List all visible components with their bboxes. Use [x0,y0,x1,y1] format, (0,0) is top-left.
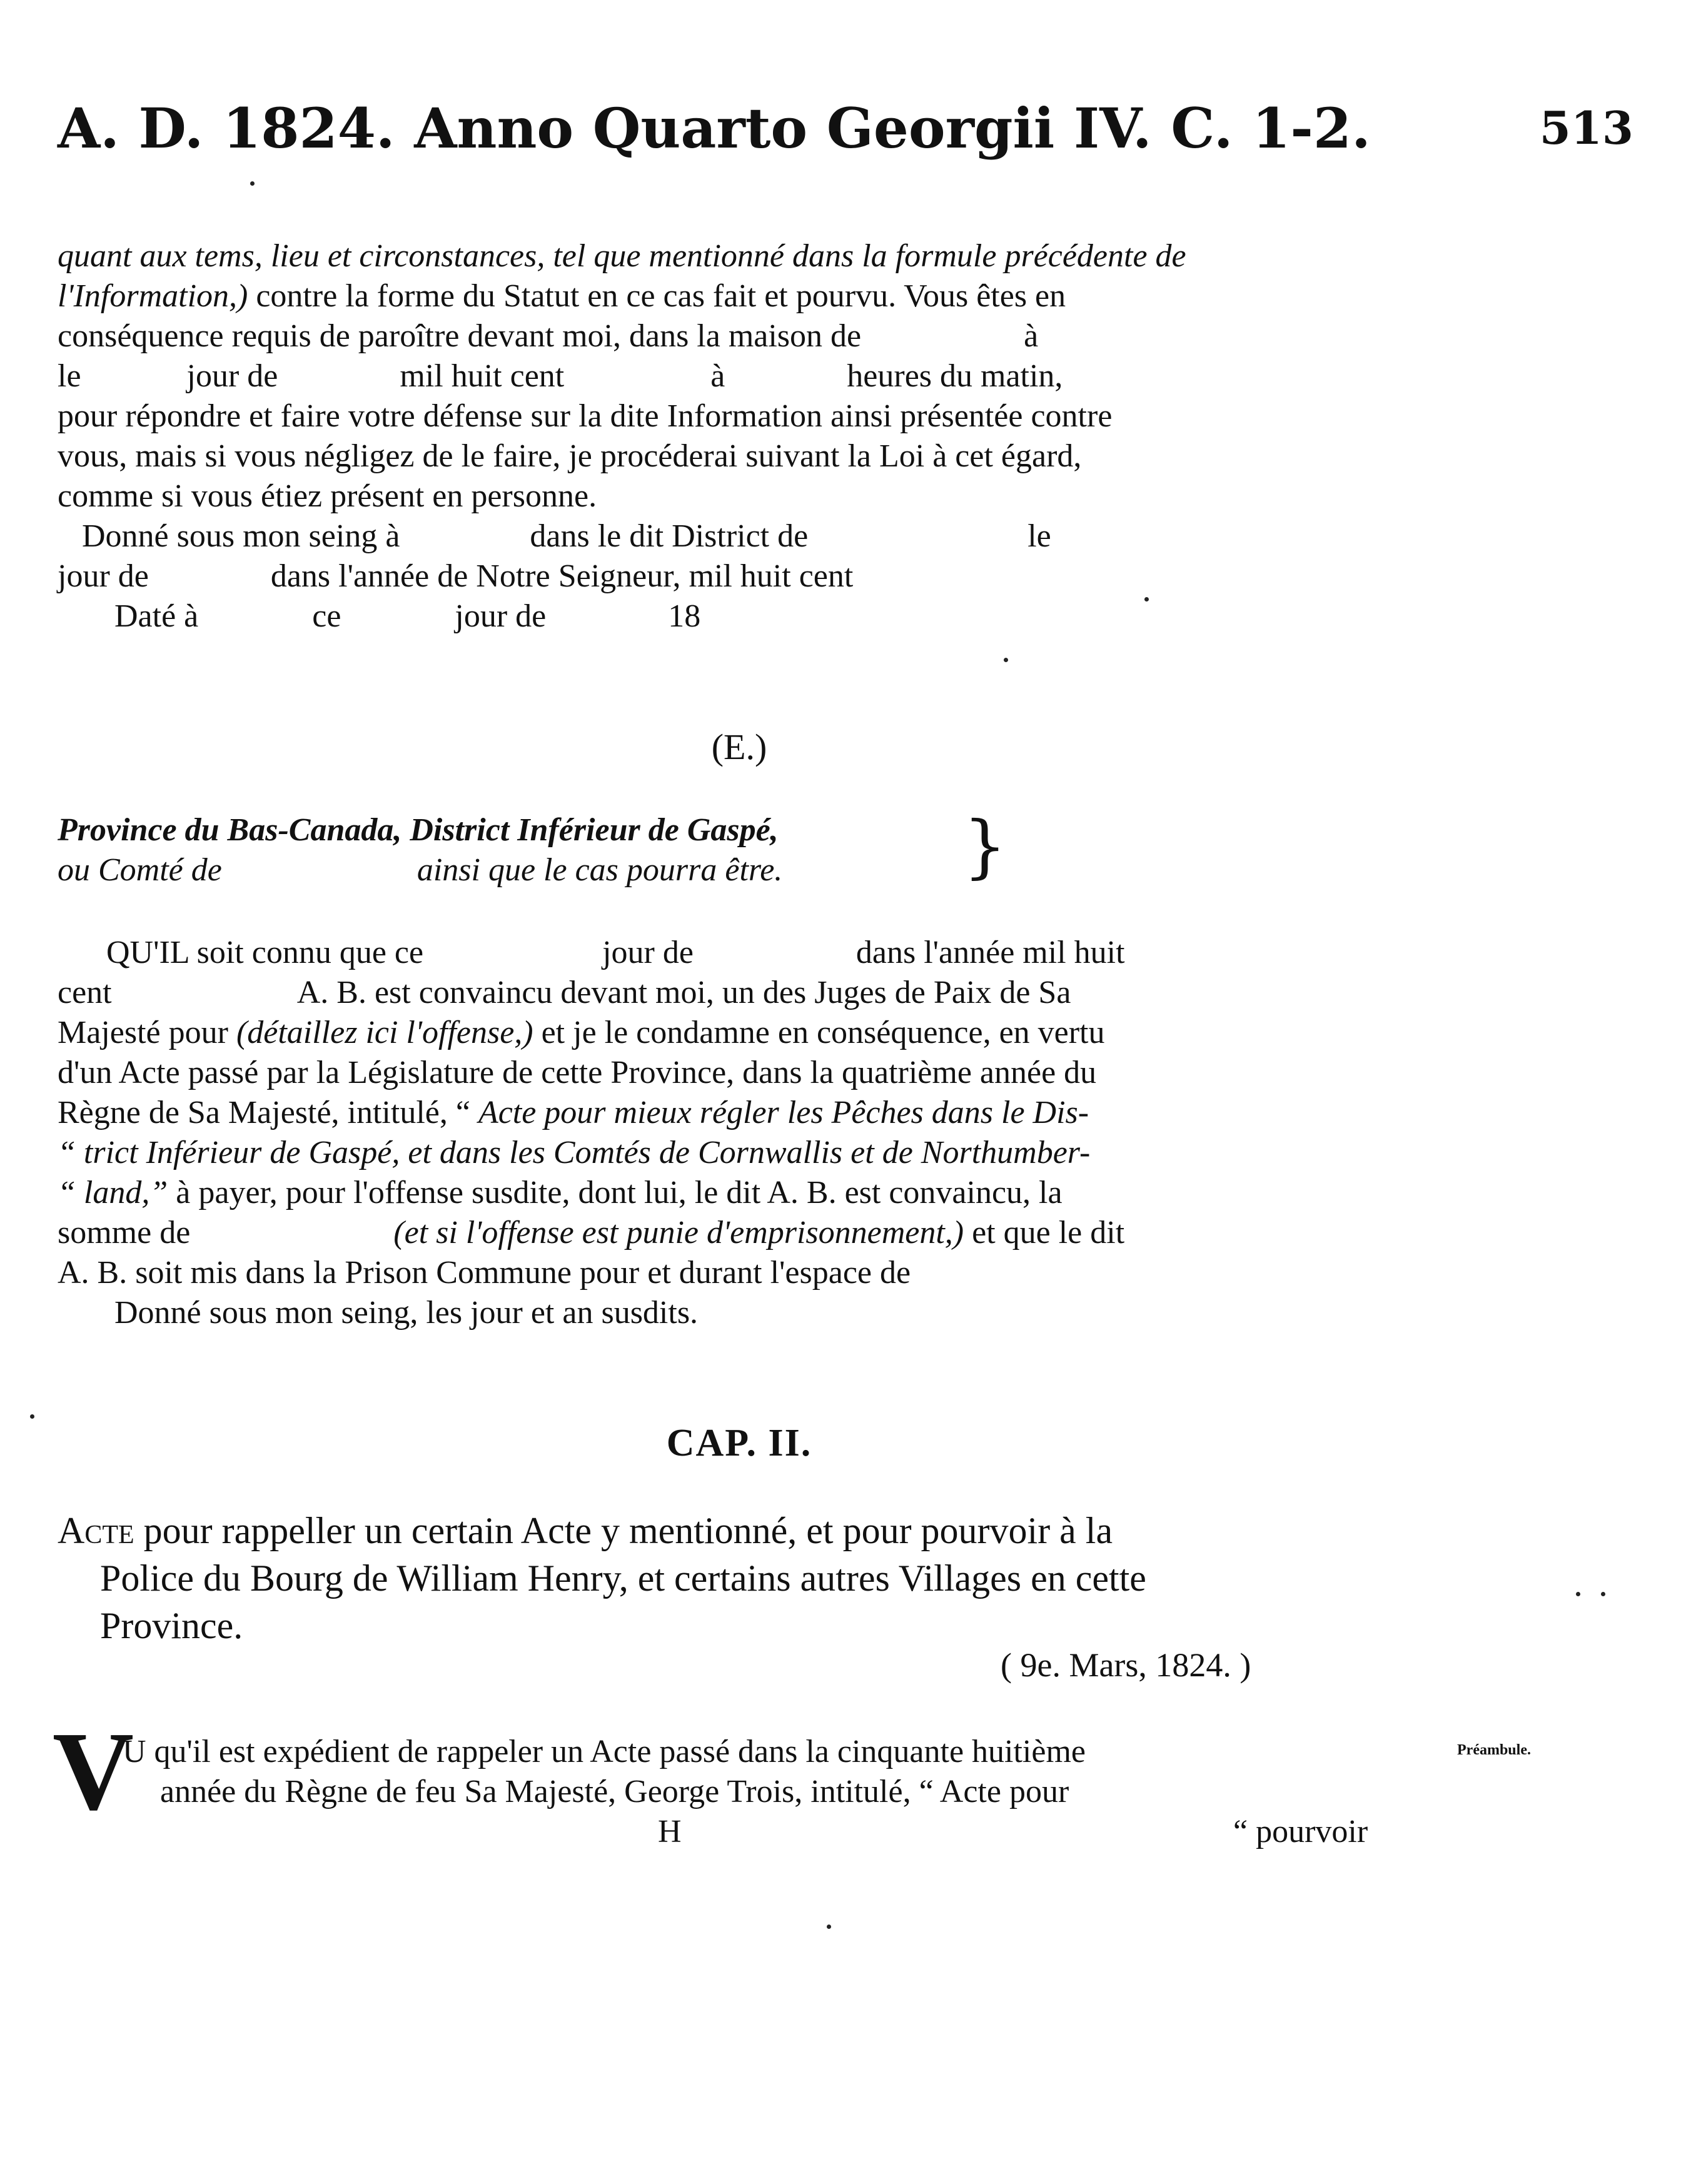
catchword: “ pourvoir [1233,1814,1368,1849]
section-label: (E.) [711,727,767,767]
text-span: Acte pour mieux régler les Pêches dans le Dis- [478,1095,1089,1130]
text-line [58,276,1458,316]
running-header [58,94,1633,163]
print-speck [827,1925,831,1929]
text-span: à payer, pour l'offense susdite, dont lui, le dit A. B. est convaincu, la [168,1175,1063,1210]
text-line: jour de dans l'année de Notre Seigneur, mil huit cent [58,558,854,594]
text-line: année du Règne de feu Sa Majesté, George Trois, intitulé, “ Acte pour [160,1774,1069,1809]
print-speck [30,1414,34,1419]
text-span: Majesté pour [58,1015,236,1050]
text-line [58,1093,1458,1133]
text-line: Donné sous mon seing, les jour et an susdits. [58,1295,699,1331]
act-title-line [58,1507,1113,1554]
print-speck [1144,597,1149,601]
chapter-heading: CAP. II. [666,1422,812,1464]
print-speck [1601,1592,1605,1596]
drop-cap: V [53,1709,134,1833]
province-line: Province du Bas-Canada, District Inférieur de Gaspé, [58,812,779,848]
text-span: l'Information,) [58,278,248,314]
text-line: d'un Acte passé par la Législature de cette Province, dans la quatrième année du [58,1055,1097,1090]
act-date: ( 9e. Mars, 1824. ) [1001,1646,1251,1684]
text-span: somme de [58,1215,394,1251]
text-span: pour rappeller un certain Acte y mentionné, et pour pourvoir à la [134,1510,1113,1551]
page-number: 513 [1539,101,1633,154]
text-line: QU'IL soit connu que ce jour de dans l'année mil huit [58,935,1125,970]
text-line: “ trict Inférieur de Gaspé, et dans les Comtés de Cornwallis et de Northumber- [58,1135,1091,1170]
print-speck [1576,1592,1580,1596]
header-title: A. D. 1824. Anno Quarto Georgii IV. C. 1-2. [58,96,1371,161]
text-line [58,1213,1458,1253]
text-line: vous, mais si vous négligez de le faire, je procéderai suivant la Loi à cet égard, [58,438,1082,474]
text-span: Règne de Sa Majesté, intitulé, “ [58,1095,478,1130]
text-line: Daté à ce jour de 18 [58,598,701,634]
signature-mark: H [658,1814,682,1849]
text-span: et je le condamne en conséquence, en vertu [533,1015,1105,1050]
text-line: pour répondre et faire votre défense sur la dite Information ainsi présentée contre [58,398,1113,434]
text-span: (détaillez ici l'offense,) [236,1015,533,1050]
text-line: comme si vous étiez présent en personne. [58,478,597,514]
text-span: contre la forme du Statut en ce cas fait et pourvu. Vous êtes en [248,278,1066,314]
text-line: quant aux tems, lieu et circonstances, tel que mentionné dans la formule précédente de [58,238,1186,274]
text-span: “ land,” [58,1175,168,1210]
text-line: A. B. soit mis dans la Prison Commune pour et durant l'espace de [58,1255,911,1291]
text-line: U qu'il est expédient de rappeler un Acte passé dans la cinquante huitième [123,1734,1086,1769]
act-title-line: Police du Bourg de William Henry, et certains autres Villages en cette [100,1557,1146,1599]
print-speck [250,181,255,186]
margin-note: Préambule. [1457,1742,1531,1758]
text-line: cent A. B. est convaincu devant moi, un des Juges de Paix de Sa [58,975,1071,1010]
text-line [58,1173,1458,1213]
text-line: Donné sous mon seing à dans le dit District de le [58,518,1051,554]
text-line: conséquence requis de paroître devant moi, dans la maison de à [58,318,1039,354]
text-span: (et si l'offense est punie d'emprisonnement,) [393,1215,964,1251]
text-line: le jour de mil huit cent à heures du matin, [58,358,1063,394]
text-span: et que le dit [964,1215,1125,1251]
act-word: Acte [58,1510,134,1551]
brace-mark: } [963,806,1007,886]
province-line: ou Comté de ainsi que le cas pourra être. [58,852,783,888]
print-speck [1004,658,1008,662]
text-line [58,1013,1458,1053]
act-title-line: Province. [100,1605,243,1646]
